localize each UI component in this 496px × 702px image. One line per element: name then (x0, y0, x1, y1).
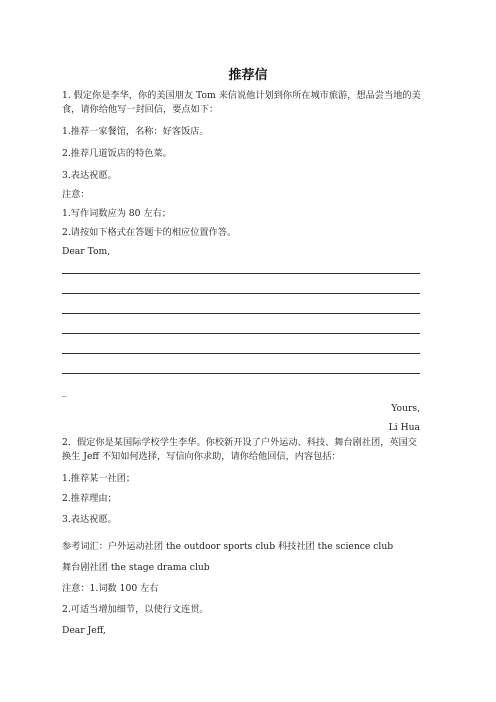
q1-salutation: Dear Tom, (62, 246, 111, 257)
q2-prompt: 2．假定你是某国际学校学生李华。你校新开设了户外运动、科技、舞台剧社团，英国交换生 Jeff 不知如何选择，写信向你求助，请你给他回信，内容包括： (62, 437, 417, 462)
q2-point-3: 3.表达祝愿。 (62, 514, 117, 525)
q1-closing: Yours, (391, 403, 420, 414)
q2-point-1: 1.推荐某一社团； (62, 473, 136, 484)
q1-note-1: 1.写作词数应为 80 左右； (62, 208, 171, 219)
answer-line (62, 373, 420, 374)
q1-note-2: 2.请按如下格式在答题卡的相应位置作答。 (62, 227, 237, 238)
q2-vocab-line-1: 参考词汇：户外运动社团 the outdoor sports club 科技社团 the science club (62, 541, 394, 552)
q1-note-label: 注意： (62, 189, 90, 200)
short-answer-line: _ (62, 386, 67, 397)
answer-line (62, 353, 420, 354)
answer-line (62, 313, 420, 314)
q1-point-1: 1.推荐一家餐馆，名称：好客饭店。 (62, 126, 209, 137)
q1-point-2: 2.推荐几道饭店的特色菜。 (62, 148, 172, 159)
answer-line (62, 333, 420, 334)
answer-line (62, 293, 420, 294)
page-title: 推荐信 (228, 68, 268, 83)
q2-salutation: Dear Jeff, (62, 625, 106, 636)
q2-note-1: 注意：1.词数 100 左右 (62, 583, 159, 594)
q2-point-2: 2.推荐理由； (62, 493, 117, 504)
q1-signature: Li Hua (388, 422, 420, 433)
q1-prompt: 1. 假定你是李华，你的美国朋友 Tom 来信说他计划到你所在城市旅游，想品尝当地的美食，请你给他写一封回信，要点如下： (62, 90, 421, 115)
q1-point-3: 3.表达祝愿。 (62, 170, 117, 181)
answer-line (62, 273, 420, 274)
q2-note-2: 2.可适当增加细节，以使行文连贯。 (62, 604, 209, 615)
q2-vocab-line-2: 舞台剧社团 the stage drama club (62, 562, 210, 573)
